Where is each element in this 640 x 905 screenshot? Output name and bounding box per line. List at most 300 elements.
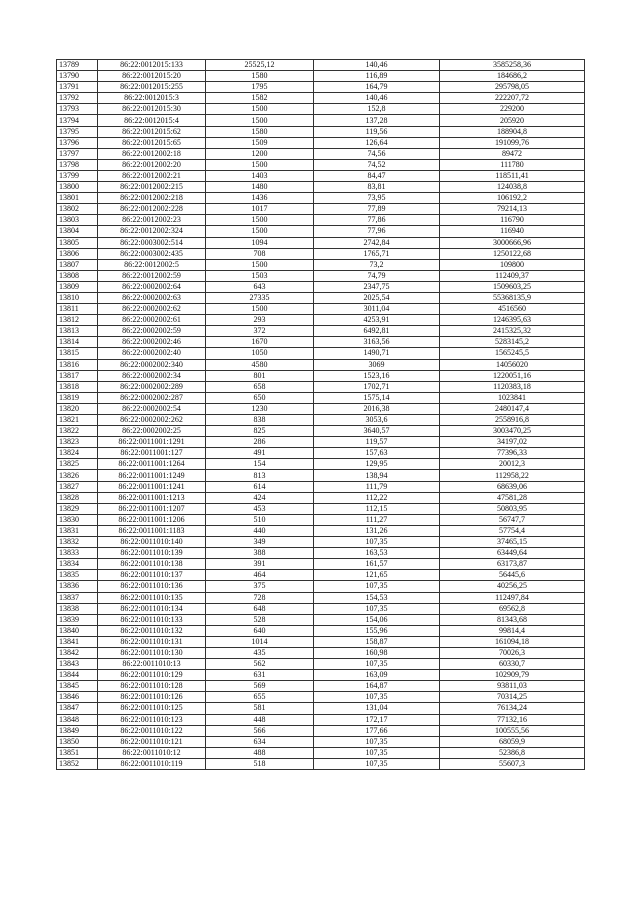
cadastral-value-cell: 118511,41 [440,170,585,181]
unit-price-cell: 107,35 [314,581,440,592]
area-cell: 640 [206,625,314,636]
unit-price-cell: 107,35 [314,659,440,670]
unit-price-cell: 107,35 [314,758,440,769]
unit-price-cell: 3069 [314,359,440,370]
table-row [57,481,585,492]
cadastral-value-cell: 102909,79 [440,670,585,681]
table-row [57,159,585,170]
table-row [57,614,585,625]
row-number-cell: 13833 [57,548,98,559]
area-cell: 286 [206,437,314,448]
area-cell: 658 [206,381,314,392]
row-number-cell: 13815 [57,348,98,359]
unit-price-cell: 158,87 [314,636,440,647]
cadastral-number-cell: 86:22:0003002:435 [98,248,206,259]
cadastral-value-cell: 1220051,16 [440,370,585,381]
unit-price-cell: 137,28 [314,115,440,126]
table-body [57,60,585,770]
cadastral-number-cell: 86:22:0011001:1183 [98,525,206,536]
cadastral-number-cell: 86:22:0011010:135 [98,592,206,603]
area-cell: 391 [206,559,314,570]
unit-price-cell: 154,06 [314,614,440,625]
row-number-cell: 13829 [57,503,98,514]
cadastral-value-cell: 5283145,2 [440,337,585,348]
table-row [57,315,585,326]
table-row [57,292,585,303]
area-cell: 655 [206,692,314,703]
cadastral-value-cell: 77132,16 [440,714,585,725]
table-row [57,570,585,581]
unit-price-cell: 129,95 [314,459,440,470]
row-number-cell: 13809 [57,281,98,292]
area-cell: 813 [206,470,314,481]
unit-price-cell: 3640,57 [314,426,440,437]
cadastral-value-cell: 20012,3 [440,459,585,470]
cadastral-value-cell: 52386,8 [440,747,585,758]
unit-price-cell: 177,66 [314,725,440,736]
area-cell: 1436 [206,193,314,204]
unit-price-cell: 157,63 [314,448,440,459]
cadastral-value-cell: 106192,2 [440,193,585,204]
row-number-cell: 13792 [57,93,98,104]
unit-price-cell: 131,04 [314,703,440,714]
cadastral-number-cell: 86:22:0011010:126 [98,692,206,703]
table-row [57,237,585,248]
area-cell: 349 [206,537,314,548]
row-number-cell: 13791 [57,82,98,93]
cadastral-value-cell: 116790 [440,215,585,226]
table-row [57,581,585,592]
unit-price-cell: 107,35 [314,692,440,703]
area-cell: 1500 [206,226,314,237]
cadastral-number-cell: 86:22:0012002:59 [98,270,206,281]
area-cell: 1509 [206,137,314,148]
unit-price-cell: 161,57 [314,559,440,570]
cadastral-number-cell: 86:22:0011010:132 [98,625,206,636]
unit-price-cell: 77,86 [314,215,440,226]
area-cell: 1200 [206,148,314,159]
unit-price-cell: 1575,14 [314,392,440,403]
area-cell: 518 [206,758,314,769]
row-number-cell: 13841 [57,636,98,647]
cadastral-number-cell: 86:22:0002002:63 [98,292,206,303]
unit-price-cell: 107,35 [314,747,440,758]
cadastral-value-cell: 4516560 [440,304,585,315]
table-row [57,503,585,514]
cadastral-number-cell: 86:22:0011010:125 [98,703,206,714]
row-number-cell: 13830 [57,514,98,525]
cadastral-number-cell: 86:22:0011010:140 [98,537,206,548]
area-cell: 424 [206,492,314,503]
unit-price-cell: 107,35 [314,736,440,747]
cadastral-number-cell: 86:22:0002002:64 [98,281,206,292]
cadastral-number-cell: 86:22:0012015:133 [98,60,206,71]
area-cell: 1500 [206,115,314,126]
cadastral-value-cell: 69562,8 [440,603,585,614]
cadastral-number-cell: 86:22:0002002:287 [98,392,206,403]
area-cell: 1670 [206,337,314,348]
unit-price-cell: 107,35 [314,537,440,548]
unit-price-cell: 73,95 [314,193,440,204]
row-number-cell: 13810 [57,292,98,303]
cadastral-value-cell: 40256,25 [440,581,585,592]
cadastral-value-cell: 56747,7 [440,514,585,525]
unit-price-cell: 111,79 [314,481,440,492]
row-number-cell: 13790 [57,71,98,82]
area-cell: 453 [206,503,314,514]
unit-price-cell: 6492,81 [314,326,440,337]
cadastral-number-cell: 86:22:0002002:340 [98,359,206,370]
row-number-cell: 13795 [57,126,98,137]
unit-price-cell: 1490,71 [314,348,440,359]
cadastral-value-cell: 191099,76 [440,137,585,148]
table-row [57,470,585,481]
table-row [57,625,585,636]
cadastral-number-cell: 86:22:0012002:215 [98,182,206,193]
cadastral-value-cell: 81343,68 [440,614,585,625]
table-row [57,281,585,292]
cadastral-number-cell: 86:22:0012002:324 [98,226,206,237]
row-number-cell: 13837 [57,592,98,603]
cadastral-number-cell: 86:22:0012002:23 [98,215,206,226]
cadastral-number-cell: 86:22:0011010:128 [98,681,206,692]
row-number-cell: 13842 [57,647,98,658]
cadastral-value-cell: 1250122,68 [440,248,585,259]
cadastral-value-cell: 100555,56 [440,725,585,736]
area-cell: 372 [206,326,314,337]
row-number-cell: 13824 [57,448,98,459]
area-cell: 801 [206,370,314,381]
area-cell: 440 [206,525,314,536]
area-cell: 631 [206,670,314,681]
row-number-cell: 13835 [57,570,98,581]
cadastral-value-cell: 93811,03 [440,681,585,692]
table-row [57,537,585,548]
cadastral-value-cell: 55368135,9 [440,292,585,303]
table-row [57,326,585,337]
cadastral-number-cell: 86:22:0011001:1291 [98,437,206,448]
cadastral-number-cell: 86:22:0002002:25 [98,426,206,437]
row-number-cell: 13844 [57,670,98,681]
cadastral-value-cell: 205920 [440,115,585,126]
cadastral-number-cell: 86:22:0011010:131 [98,636,206,647]
cadastral-number-cell: 86:22:0011010:136 [98,581,206,592]
cadastral-value-cell: 109800 [440,259,585,270]
unit-price-cell: 112,15 [314,503,440,514]
table-row [57,592,585,603]
cadastral-number-cell: 86:22:0002002:59 [98,326,206,337]
row-number-cell: 13845 [57,681,98,692]
cadastral-value-cell: 222207,72 [440,93,585,104]
cadastral-value-cell: 70314,25 [440,692,585,703]
area-cell: 1050 [206,348,314,359]
unit-price-cell: 3163,56 [314,337,440,348]
unit-price-cell: 138,94 [314,470,440,481]
cadastral-number-cell: 86:22:0011001:1249 [98,470,206,481]
cadastral-value-cell: 77396,33 [440,448,585,459]
cadastral-value-cell: 68639,06 [440,481,585,492]
unit-price-cell: 163,53 [314,548,440,559]
area-cell: 488 [206,747,314,758]
area-cell: 1500 [206,104,314,115]
area-cell: 1580 [206,126,314,137]
area-cell: 528 [206,614,314,625]
table-row [57,459,585,470]
cadastral-value-cell: 3585258,36 [440,60,585,71]
row-number-cell: 13848 [57,714,98,725]
area-cell: 838 [206,415,314,426]
cadastral-value-cell: 184686,2 [440,71,585,82]
table-row [57,670,585,681]
table-row [57,659,585,670]
unit-price-cell: 121,65 [314,570,440,581]
cadastral-number-cell: 86:22:0002002:62 [98,304,206,315]
cadastral-value-cell: 2415325,32 [440,326,585,337]
cadastral-value-cell: 295798,05 [440,82,585,93]
cadastral-value-cell: 79214,13 [440,204,585,215]
row-number-cell: 13814 [57,337,98,348]
unit-price-cell: 74,52 [314,159,440,170]
area-cell: 1500 [206,304,314,315]
area-cell: 1094 [206,237,314,248]
cadastral-number-cell: 86:22:0011001:1206 [98,514,206,525]
cadastral-number-cell: 86:22:0012015:255 [98,82,206,93]
cadastral-number-cell: 86:22:0002002:54 [98,403,206,414]
cadastral-value-cell: 111780 [440,159,585,170]
cadastral-value-cell: 47581,28 [440,492,585,503]
row-number-cell: 13825 [57,459,98,470]
table-row [57,692,585,703]
cadastral-value-table [56,59,585,770]
row-number-cell: 13827 [57,481,98,492]
area-cell: 562 [206,659,314,670]
cadastral-number-cell: 86:22:0002002:34 [98,370,206,381]
area-cell: 648 [206,603,314,614]
unit-price-cell: 112,22 [314,492,440,503]
cadastral-value-cell: 68059,9 [440,736,585,747]
unit-price-cell: 74,79 [314,270,440,281]
row-number-cell: 13828 [57,492,98,503]
cadastral-number-cell: 86:22:0011010:122 [98,725,206,736]
area-cell: 614 [206,481,314,492]
cadastral-value-cell: 14056020 [440,359,585,370]
cadastral-number-cell: 86:22:0003002:514 [98,237,206,248]
cadastral-value-cell: 188904,8 [440,126,585,137]
row-number-cell: 13840 [57,625,98,636]
cadastral-number-cell: 86:22:0011010:139 [98,548,206,559]
row-number-cell: 13852 [57,758,98,769]
unit-price-cell: 2347,75 [314,281,440,292]
unit-price-cell: 152,8 [314,104,440,115]
area-cell: 375 [206,581,314,592]
row-number-cell: 13811 [57,304,98,315]
row-number-cell: 13843 [57,659,98,670]
cadastral-number-cell: 86:22:0011001:1207 [98,503,206,514]
row-number-cell: 13800 [57,182,98,193]
unit-price-cell: 160,98 [314,647,440,658]
cadastral-number-cell: 86:22:0011010:130 [98,647,206,658]
table-row [57,559,585,570]
row-number-cell: 13831 [57,525,98,536]
table-row [57,270,585,281]
cadastral-number-cell: 86:22:0002002:40 [98,348,206,359]
row-number-cell: 13803 [57,215,98,226]
table-row [57,259,585,270]
table-row [57,525,585,536]
area-cell: 728 [206,592,314,603]
unit-price-cell: 119,56 [314,126,440,137]
unit-price-cell: 3053,6 [314,415,440,426]
unit-price-cell: 84,47 [314,170,440,181]
cadastral-value-cell: 112497,84 [440,592,585,603]
row-number-cell: 13826 [57,470,98,481]
unit-price-cell: 1702,71 [314,381,440,392]
unit-price-cell: 3011,04 [314,304,440,315]
table-row [57,758,585,769]
cadastral-value-cell: 34197,02 [440,437,585,448]
table-row [57,304,585,315]
unit-price-cell: 164,79 [314,82,440,93]
table-row [57,415,585,426]
row-number-cell: 13796 [57,137,98,148]
cadastral-value-cell: 112958,22 [440,470,585,481]
area-cell: 1580 [206,71,314,82]
cadastral-value-cell: 3000666,96 [440,237,585,248]
cadastral-value-cell: 70026,3 [440,647,585,658]
cadastral-value-cell: 99814,4 [440,625,585,636]
unit-price-cell: 111,27 [314,514,440,525]
unit-price-cell: 2025,54 [314,292,440,303]
area-cell: 566 [206,725,314,736]
cadastral-value-cell: 63449,64 [440,548,585,559]
cadastral-number-cell: 86:22:0012015:65 [98,137,206,148]
area-cell: 634 [206,736,314,747]
area-cell: 491 [206,448,314,459]
table-row [57,647,585,658]
cadastral-number-cell: 86:22:0012015:4 [98,115,206,126]
table-row [57,437,585,448]
row-number-cell: 13851 [57,747,98,758]
cadastral-number-cell: 86:22:0011001:127 [98,448,206,459]
cadastral-value-cell: 1120383,18 [440,381,585,392]
cadastral-number-cell: 86:22:0011010:134 [98,603,206,614]
cadastral-number-cell: 86:22:0011010:138 [98,559,206,570]
unit-price-cell: 77,96 [314,226,440,237]
area-cell: 1230 [206,403,314,414]
table-row [57,226,585,237]
cadastral-number-cell: 86:22:0012002:21 [98,170,206,181]
table-row [57,182,585,193]
cadastral-number-cell: 86:22:0011010:119 [98,758,206,769]
unit-price-cell: 131,26 [314,525,440,536]
area-cell: 650 [206,392,314,403]
row-number-cell: 13797 [57,148,98,159]
unit-price-cell: 155,96 [314,625,440,636]
table-row [57,703,585,714]
table-row [57,492,585,503]
cadastral-number-cell: 86:22:0011010:121 [98,736,206,747]
table-row [57,215,585,226]
unit-price-cell: 2742,84 [314,237,440,248]
unit-price-cell: 140,46 [314,93,440,104]
row-number-cell: 13822 [57,426,98,437]
row-number-cell: 13847 [57,703,98,714]
cadastral-number-cell: 86:22:0012002:5 [98,259,206,270]
area-cell: 569 [206,681,314,692]
cadastral-value-cell: 124038,8 [440,182,585,193]
cadastral-value-cell: 56445,6 [440,570,585,581]
table-row [57,681,585,692]
cadastral-number-cell: 86:22:0002002:61 [98,315,206,326]
table-row [57,193,585,204]
area-cell: 1500 [206,259,314,270]
area-cell: 643 [206,281,314,292]
unit-price-cell: 2016,38 [314,403,440,414]
cadastral-number-cell: 86:22:0012002:228 [98,204,206,215]
row-number-cell: 13806 [57,248,98,259]
cadastral-value-cell: 3003470,25 [440,426,585,437]
cadastral-value-cell: 229200 [440,104,585,115]
unit-price-cell: 74,56 [314,148,440,159]
row-number-cell: 13820 [57,403,98,414]
cadastral-number-cell: 86:22:0002002:289 [98,381,206,392]
row-number-cell: 13799 [57,170,98,181]
row-number-cell: 13818 [57,381,98,392]
table-row [57,248,585,259]
cadastral-number-cell: 86:22:0011001:1264 [98,459,206,470]
table-row [57,736,585,747]
table-row [57,115,585,126]
unit-price-cell: 163,09 [314,670,440,681]
table-row [57,204,585,215]
row-number-cell: 13836 [57,581,98,592]
table-row [57,60,585,71]
area-cell: 1503 [206,270,314,281]
row-number-cell: 13804 [57,226,98,237]
row-number-cell: 13805 [57,237,98,248]
unit-price-cell: 154,53 [314,592,440,603]
cadastral-value-cell: 50803,95 [440,503,585,514]
row-number-cell: 13832 [57,537,98,548]
unit-price-cell: 73,2 [314,259,440,270]
table-row [57,126,585,137]
row-number-cell: 13793 [57,104,98,115]
cadastral-value-cell: 1509603,25 [440,281,585,292]
unit-price-cell: 116,89 [314,71,440,82]
table-row [57,603,585,614]
cadastral-number-cell: 86:22:0011010:133 [98,614,206,625]
table-row [57,514,585,525]
row-number-cell: 13813 [57,326,98,337]
cadastral-number-cell: 86:22:0002002:262 [98,415,206,426]
cadastral-value-cell: 112409,37 [440,270,585,281]
cadastral-number-cell: 86:22:0012015:30 [98,104,206,115]
row-number-cell: 13821 [57,415,98,426]
unit-price-cell: 1765,71 [314,248,440,259]
area-cell: 1017 [206,204,314,215]
cadastral-value-cell: 1023841 [440,392,585,403]
area-cell: 154 [206,459,314,470]
cadastral-value-cell: 116940 [440,226,585,237]
cadastral-number-cell: 86:22:0012002:218 [98,193,206,204]
table-row [57,403,585,414]
area-cell: 1403 [206,170,314,181]
unit-price-cell: 77,89 [314,204,440,215]
unit-price-cell: 172,17 [314,714,440,725]
table-row [57,82,585,93]
cadastral-value-cell: 1246395,63 [440,315,585,326]
row-number-cell: 13849 [57,725,98,736]
